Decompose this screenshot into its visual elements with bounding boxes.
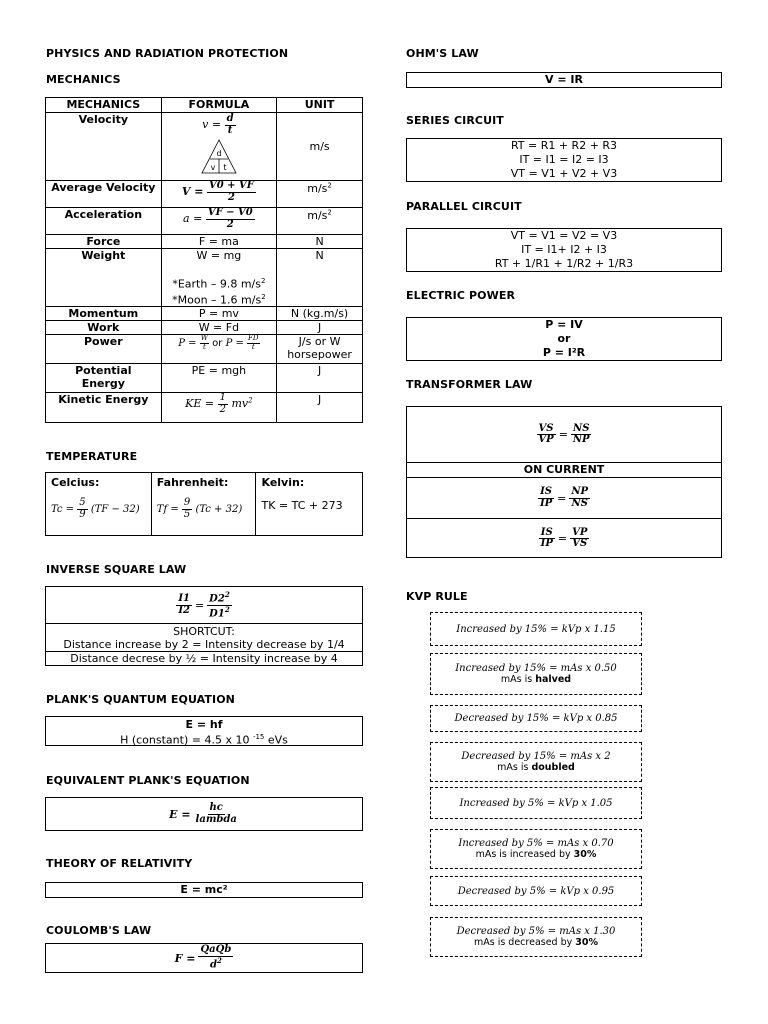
page-title: PHYSICS AND RADIATION PROTECTION — [46, 47, 289, 60]
electric-power-or: or — [557, 332, 571, 345]
inverse-square-shortcut — [45, 623, 363, 652]
row-name: Kinetic Energy — [46, 393, 162, 423]
kvp-rule-formula: Increased by 5% = kVp x 1.05 — [459, 797, 613, 809]
celcius-label: Celcius: — [51, 476, 100, 489]
plank-formula: E = hf — [185, 718, 223, 731]
kvp-rule-formula: Decreased by 5% = kVp x 0.95 — [457, 885, 615, 897]
series-line: VT = V1 + V2 + V3 — [510, 167, 618, 180]
unit: J — [277, 364, 363, 393]
shortcut-line-2: Distance decrese by ½ = Intensity increase by 4 — [45, 651, 363, 666]
row-name: Acceleration — [46, 208, 162, 235]
electric-power-formula-2: P = I²R — [542, 346, 586, 359]
shortcut-line: Distance increase by 2 = Intensity decrease by 1/4 — [63, 638, 345, 651]
kelvin-label: Kelvin: — [261, 476, 305, 489]
mechanics-heading: MECHANICS — [46, 73, 121, 86]
table-row: Acceleration a = $\frac{VF - V0}{2}$ $m/s^2$ — [46, 208, 363, 235]
row-name: Power — [46, 335, 162, 364]
superscript-2: 2 — [327, 208, 332, 216]
col-header-mechanics: MECHANICS — [46, 98, 162, 113]
kvp-rule-note: mAs is decreased by 30% — [473, 937, 599, 948]
parallel-line: RT + 1/R1 + 1/R2 + 1/R3 — [494, 257, 634, 270]
table-row — [46, 364, 363, 393]
formula: W = Fd — [161, 321, 276, 335]
unit: N (kg.m/s) — [277, 307, 363, 321]
formula: P = mv — [161, 307, 276, 321]
kelvin-formula: TK = TC + 273 — [261, 499, 343, 512]
triangle-v: v — [210, 163, 216, 172]
plank-heading: PLANK'S QUANTUM EQUATION — [46, 693, 235, 706]
unit: N — [277, 235, 363, 249]
superscript-2: 2 — [261, 292, 266, 301]
kvp-rule-box — [430, 705, 642, 732]
table-row: Average Velocity V = $\frac{V0 + VF}{2}$ $m/s^2$ — [46, 181, 363, 208]
kvp-rule-formula: Increased by 15% = kVp x 1.15 — [456, 623, 616, 635]
row-name: Average Velocity — [46, 181, 162, 208]
inverse-square-heading: INVERSE SQUARE LAW — [46, 563, 187, 576]
unit-alt: horsepower — [287, 348, 352, 362]
table-row — [46, 307, 363, 321]
relativity-formula: E = mc² — [45, 882, 363, 898]
unit: $m/s^2$ — [307, 208, 332, 222]
unit: $m/s^2$ — [307, 181, 332, 195]
velocity-triangle-icon — [200, 139, 238, 175]
superscript-2: 2 — [248, 396, 253, 405]
row-name: Momentum — [46, 307, 162, 321]
kvp-rule-note: mAs is halved — [500, 674, 572, 685]
table-row — [46, 235, 363, 249]
fahrenheit-formula: Tf = $\frac{9}{5}$ (Tc + 32) — [156, 497, 243, 520]
triangle-t: t — [223, 163, 227, 172]
series-formulas — [406, 138, 722, 182]
formula: W = mg — [196, 249, 242, 262]
unit: J/s or W — [298, 335, 341, 349]
parallel-line: IT = I1+ I2 + I3 — [521, 243, 607, 256]
on-current-label: ON CURRENT — [407, 463, 721, 478]
table-row: Kinetic Energy KE = $\frac{1}{2}$ $mv^2$ J — [46, 393, 363, 423]
superscript-2: 2 — [260, 277, 266, 285]
series-heading: SERIES CIRCUIT — [406, 114, 504, 127]
unit: J — [277, 321, 363, 335]
row-name: Velocity — [46, 113, 162, 181]
unit: N — [277, 249, 363, 307]
moon-gravity: *Moon – 1.6 $m/s^2$ — [172, 292, 266, 307]
superscript-2: 2 — [327, 181, 332, 189]
temperature-heading: TEMPERATURE — [46, 450, 138, 463]
col-header-unit: UNIT — [277, 98, 363, 113]
parallel-heading: PARALLEL CIRCUIT — [406, 200, 522, 213]
parallel-formulas — [406, 228, 722, 272]
formula: F = ma — [161, 235, 276, 249]
superscript-2: 2 — [224, 589, 230, 599]
kvp-rule-note: mAs is doubled — [497, 762, 575, 773]
equiv-plank-heading: EQUIVALENT PLANK'S EQUATION — [46, 774, 250, 787]
col-header-formula: FORMULA — [161, 98, 276, 113]
transformer-voltage-formula: $\frac{VS}{VP}$ = $\frac{NS}{NP}$ — [407, 407, 721, 463]
series-line: RT = R1 + R2 + R3 — [510, 139, 618, 152]
row-name: Force — [46, 235, 162, 249]
row-name-2: Energy — [81, 377, 125, 391]
inverse-square-formula: $\frac{I1}{I2}$ = $\frac{D2^2}{D1^2}$ — [45, 586, 363, 624]
kvp-rule-formula: Decreased by 5% = mAs x 1.30 — [456, 926, 616, 937]
row-name: Work — [46, 321, 162, 335]
ohm-heading: OHM'S LAW — [406, 47, 479, 60]
kvp-rule-box — [430, 653, 642, 695]
plank-constant: H (constant) = 4.5 x 10 $^{-15}$ eVs — [120, 733, 288, 747]
earth-gravity: *Earth – 9.8 $m/s^2$ — [172, 277, 266, 291]
relativity-heading: THEORY OF RELATIVITY — [46, 857, 193, 870]
table-row: Power P = $\frac{W}{t}$ or P = $\frac{FD}{t}$ J/s or W horsepower — [46, 335, 363, 364]
unit: J — [277, 393, 363, 423]
kvp-rule-box — [430, 742, 642, 782]
kvp-rule-formula: Decreased by 15% = mAs x 2 — [461, 751, 611, 762]
transformer-box — [406, 406, 722, 558]
celcius-formula: Tc = $\frac{5}{9}$ (TF − 32) — [51, 497, 140, 520]
temperature-table — [45, 472, 363, 536]
kvp-rule-note: mAs is increased by 30% — [475, 849, 597, 860]
table-row — [46, 321, 363, 335]
kvp-rule-box — [430, 787, 642, 819]
ohm-formula: V = IR — [406, 72, 722, 88]
coulomb-heading: COULOMB'S LAW — [46, 924, 152, 937]
kvp-rule-box — [430, 917, 642, 957]
electric-power-formulas — [406, 317, 722, 361]
table-row: Velocity v = $\frac{d}{t}$ d v t m/s — [46, 113, 363, 181]
table-row — [46, 249, 363, 307]
transformer-current-voltage-formula: $\frac{IS}{IP}$ = $\frac{VP}{VS}$ — [540, 526, 588, 549]
equiv-plank-formula: E = $\frac{hc}{\text{lambda}}$ — [45, 797, 363, 831]
coulomb-formula: F = $\frac{\text{QaQb}}{d^2}$ — [45, 943, 363, 973]
fahrenheit-label: Fahrenheit: — [156, 476, 229, 489]
transformer-heading: TRANSFORMER LAW — [406, 378, 533, 391]
transformer-current-formula: $\frac{IS}{IP}$ = $\frac{NP}{NS}$ — [407, 478, 721, 519]
mechanics-table — [45, 97, 363, 423]
electric-power-heading: ELECTRIC POWER — [406, 289, 516, 302]
kvp-rule-formula: Increased by 5% = mAs x 0.70 — [458, 838, 614, 849]
row-name: Potential — [75, 364, 132, 378]
kvp-rule-box — [430, 876, 642, 906]
series-line: IT = I1 = I2 = I3 — [519, 153, 609, 166]
formula: PE = mgh — [161, 364, 276, 393]
superscript-2: 2 — [224, 604, 230, 614]
plank-formula-box — [45, 716, 363, 746]
shortcut-label: SHORTCUT: — [173, 625, 235, 638]
kvp-rule-formula: Increased by 15% = mAs x 0.50 — [455, 663, 617, 674]
triangle-d: d — [216, 149, 222, 158]
kvp-heading: KVP RULE — [406, 590, 468, 603]
kvp-rule-box — [430, 829, 642, 869]
kvp-rule-formula: Decreased by 15% = kVp x 0.85 — [454, 713, 618, 724]
kvp-rule-box — [430, 612, 642, 646]
unit: m/s — [309, 140, 330, 153]
superscript-2: 2 — [216, 955, 222, 965]
electric-power-formula-1: P = IV — [545, 318, 583, 331]
parallel-line: VT = V1 = V2 = V3 — [510, 229, 618, 242]
row-name: Weight — [46, 249, 162, 307]
